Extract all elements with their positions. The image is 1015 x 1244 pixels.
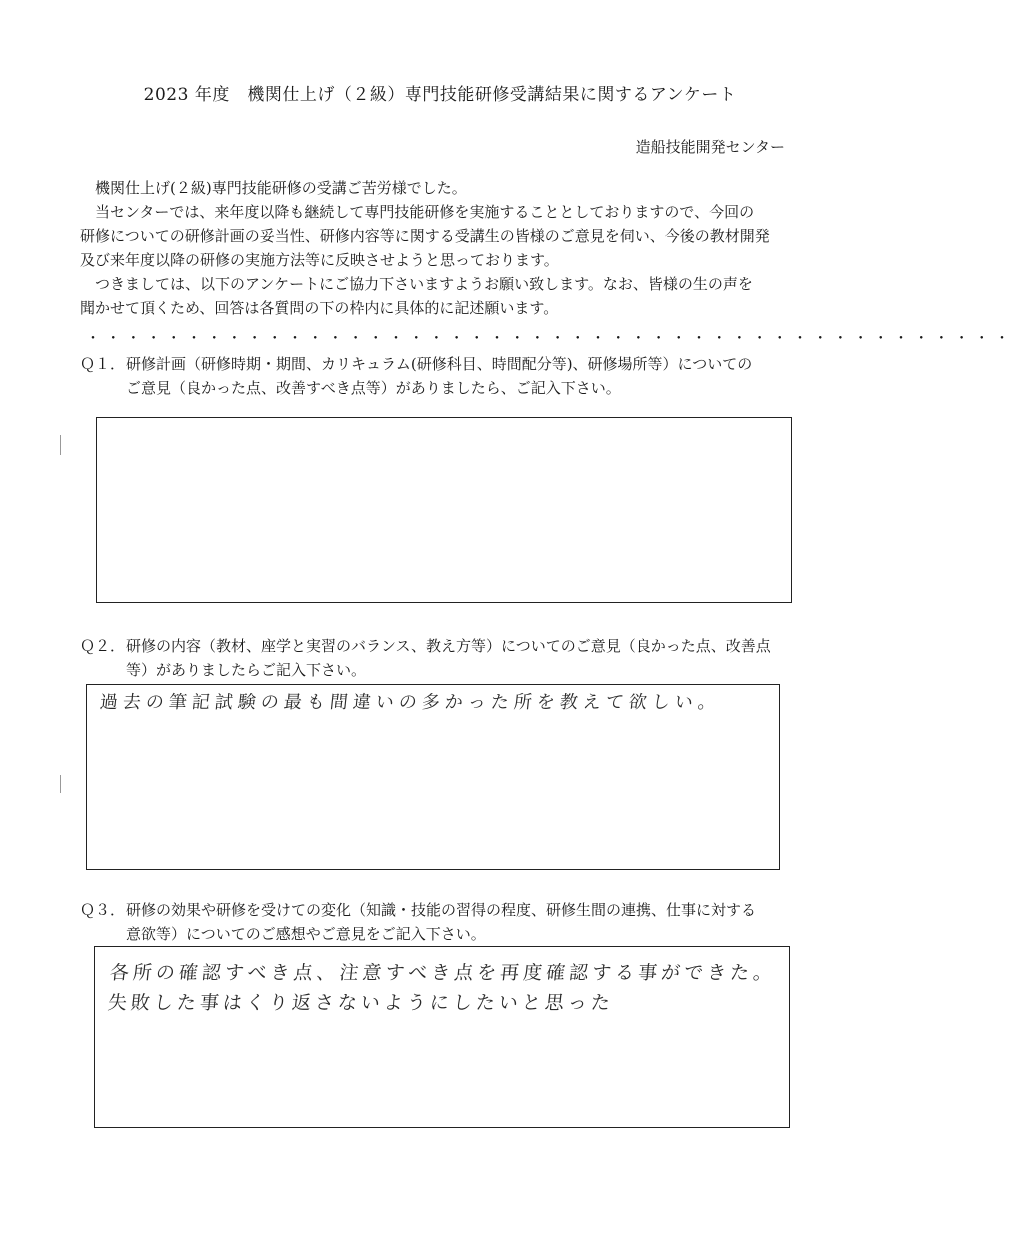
- intro-line: 研修についての研修計画の妥当性、研修内容等に関する受講生の皆様のご意見を伺い、今後の教材開発: [80, 227, 770, 245]
- question-text-cont: 意欲等）についてのご感想やご意見をご記入下さい。: [126, 925, 486, 943]
- intro-text: [80, 176, 800, 320]
- intro-line: つきましては、以下のアンケートにご協力下さいますようお願い致します。なお、皆様の生の声を: [95, 275, 753, 293]
- question-number: Ｑ２．: [80, 637, 126, 655]
- question-2: [80, 634, 771, 682]
- question-text-cont: ご意見（良かった点、改善すべき点等）がありましたら、ご記入下さい。: [126, 379, 621, 397]
- handwritten-answer-2: 過去の筆記試験の最も間違いの多かった所を教えて欲しい。: [98, 692, 722, 713]
- intro-line: 聞かせて頂くため、回答は各質問の下の枠内に具体的に記述願います。: [80, 299, 559, 317]
- question-text: 研修計画（研修時期・期間、カリキュラム(研修科目、時間配分等)、研修場所等）についての: [126, 355, 753, 373]
- dotted-separator: ・・・・・・・・・・・・・・・・・・・・・・・・・・・・・・・・・・・・・・・・・・・・・・: [86, 331, 1015, 347]
- question-text-cont: 等）がありましたらご記入下さい。: [126, 661, 367, 679]
- answer-box-1[interactable]: [96, 417, 792, 603]
- handwritten-answer-3-line-1: 各所の確認すべき点、注意すべき点を再度確認する事ができた。: [108, 962, 778, 984]
- scan-mark: [60, 435, 65, 455]
- intro-line: 機関仕上げ(２級)専門技能研修の受講ご苦労様でした。: [95, 179, 467, 197]
- scan-mark: [60, 775, 65, 793]
- question-1: [80, 352, 752, 400]
- question-number: Ｑ３．: [80, 901, 126, 919]
- organization-name: 造船技能開発センター: [635, 138, 785, 156]
- question-text: 研修の内容（教材、座学と実習のバランス、教え方等）についてのご意見（良かった点、改善点: [126, 637, 771, 655]
- question-3: [80, 898, 756, 946]
- question-text: 研修の効果や研修を受けての変化（知識・技能の習得の程度、研修生間の連携、仕事に対する: [126, 901, 757, 919]
- document-title: 2023 年度 機関仕上げ（２級）専門技能研修受講結果に関するアンケート: [143, 85, 737, 105]
- intro-line: 当センターでは、来年度以降も継続して専門技能研修を実施することとしておりますので、今回の: [95, 203, 755, 221]
- intro-line: 及び来年度以降の研修の実施方法等に反映させようと思っております。: [80, 251, 559, 269]
- handwritten-answer-3-line-2: 失敗した事はくり返さないようにしたいと思った: [106, 992, 616, 1014]
- question-number: Ｑ１．: [80, 355, 126, 373]
